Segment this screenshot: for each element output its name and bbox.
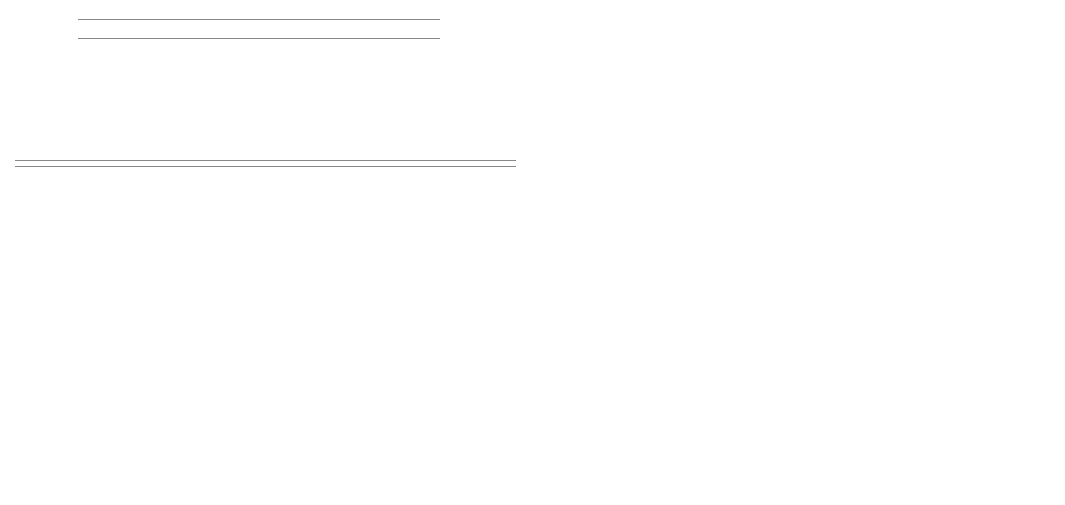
header-p-value-range [243, 20, 440, 39]
pathway-bar-chart [540, 0, 1065, 505]
header-molecules [292, 161, 516, 167]
table-header-row [15, 161, 516, 167]
disease-table [78, 19, 440, 39]
header-annotation [15, 161, 213, 167]
header-diseases [78, 20, 243, 39]
table-header-row [78, 20, 440, 39]
header-p-value [213, 161, 292, 167]
annotation-table [15, 160, 516, 167]
